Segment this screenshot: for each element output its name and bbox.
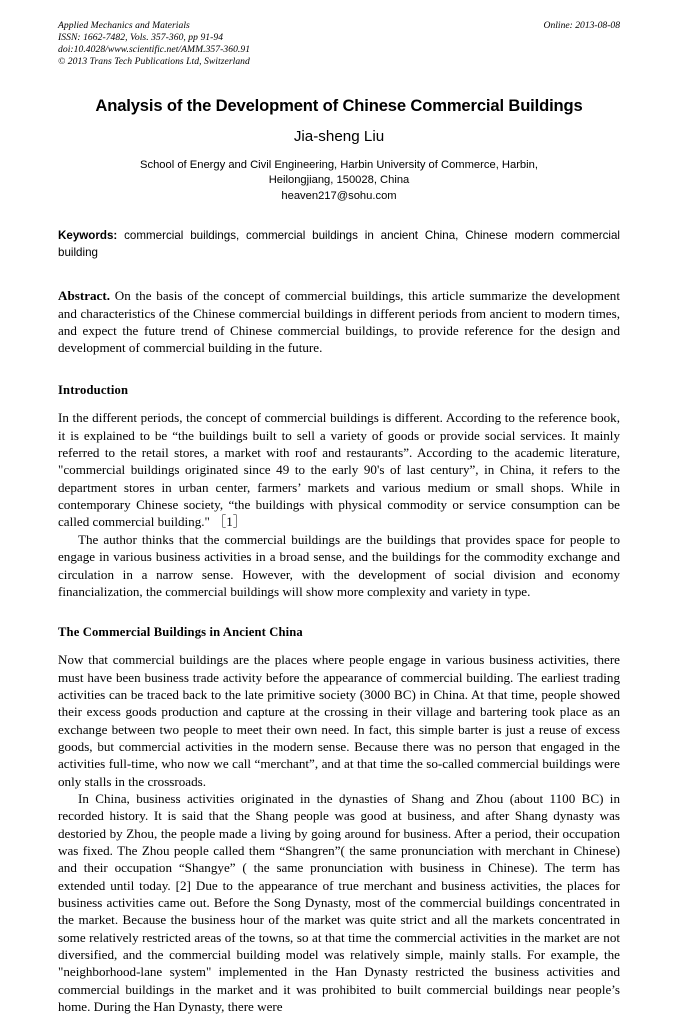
abstract-text: On the basis of the concept of commercial buildings, this article summarize the development and characteristics of the Chinese commercial buildings in different periods from ancient to modern times, and expect the future trend of Chinese commercial buildings, to provide reference for the design and development of commercial building in the future. [58,288,620,356]
journal-masthead [58,20,620,78]
paragraph: The author thinks that the commercial buildings are the buildings that provides space for people to engage in various business activities in a broad sense, and the buildings for the commodity exchange and circulation in a narrow sense. However, with the development of social division and economy financialization, the commercial buildings will show more complexity and variety in type. [58,531,620,599]
author-email: heaven217@sohu.com [281,189,397,202]
affiliation-line-2: Heilongjiang, 150028, China [268,174,410,187]
author-affiliation [104,158,574,204]
paragraph: Now that commercial buildings are the places where people engage in various business activities, there must have been business trade activity before the appearance of commercial building. The earliest trading activities can be traced back to the late primitive society (3000 BC) in China. At that time, people showed their excess goods production and capture at the crossing in their village and bartering took place as an exchange between two people to meet their own need. In fact, this simple barter is just a reuse of excess goods, but commercial activities in the modern sense. Because there was no person that engaged in the activities full-time, who now we call “merchant”, and at that time the so-called commercial buildings were only stalls in the crossroads. [58,652,620,789]
journal-copyright: © 2013 Trans Tech Publications Ltd, Switzerland [58,56,250,68]
abstract-label: Abstract. [58,288,110,304]
page-title: Analysis of the Development of Chinese Commercial Buildings [95,96,583,115]
affiliation-line-1: School of Energy and Civil Engineering, Harbin University of Commerce, Harbin, [140,159,538,171]
title-block [58,96,620,204]
journal-doi: doi:10.4028/www.scientific.net/AMM.357-360.91 [58,44,251,56]
paragraph: In the different periods, the concept of commercial buildings is different. According to the reference book, it is explained to be “the buildings built to sell a variety of goods or provide social services. It mainly referred to the retail stores, a market with roof and restaurants”. According to the academic literature, "commercial buildings originated since 49 to the early 90's of last century”, in China, it refers to the department stores in urban center, farmers’ markets and various medium or small shops. While in contemporary Chinese society, “the buildings with physical commodity or service consumption can be called commercial building." ［1］ [58,410,620,530]
section-heading-ancient-china: The Commercial Buildings in Ancient China [58,625,303,640]
section-heading-introduction: Introduction [58,383,129,398]
journal-name: Applied Mechanics and Materials [58,20,190,31]
keywords-paragraph [58,228,620,261]
journal-issn-volume: ISSN: 1662-7482, Vols. 357-360, pp 91-94 [58,32,224,44]
keywords-text: commercial buildings, commercial buildings in ancient China, Chinese modern commercial building [58,229,620,259]
author-name: Jia-sheng Liu [293,128,385,145]
keywords-label: Keywords: [58,229,118,243]
paragraph: In China, business activities originated in the dynasties of Shang and Zhou (about 1100 BC) in recorded history. It is said that the Shang people was good at business, and after Shang dynasty was destoried by Zhou, the people made a living by going around for business. After a period, their occupation was fixed. The Zhou people called them “Shangren”( the same pronunciation with merchant in Chinese) and their occupation “Shangye” ( the same pronunciation with business in Chinese). The term has extended until today. [2] Due to the appearance of true merchant and business activities, the places for business activities came out. Before the Song Dynasty, most of the commercial buildings concentrated in the market. Because the business hour of the market was quite strict and all the markets concentrated in some relatively restricted areas of the towns, so at that time the commercial activities in the market are not diversified, and the commercial building model was relatively simple, mainly stalls. For example, the "neighborhood-lane system" implemented in the Han Dynasty restricted the business activities and commercial buildings in the market and it was prohibited to built commercial buildings near people’s home. During the Han Dynasty, there were [58,790,620,1015]
abstract-paragraph [58,287,620,356]
masthead-left-block [58,20,620,68]
online-publication-date: Online: 2013-08-08 [543,20,620,31]
